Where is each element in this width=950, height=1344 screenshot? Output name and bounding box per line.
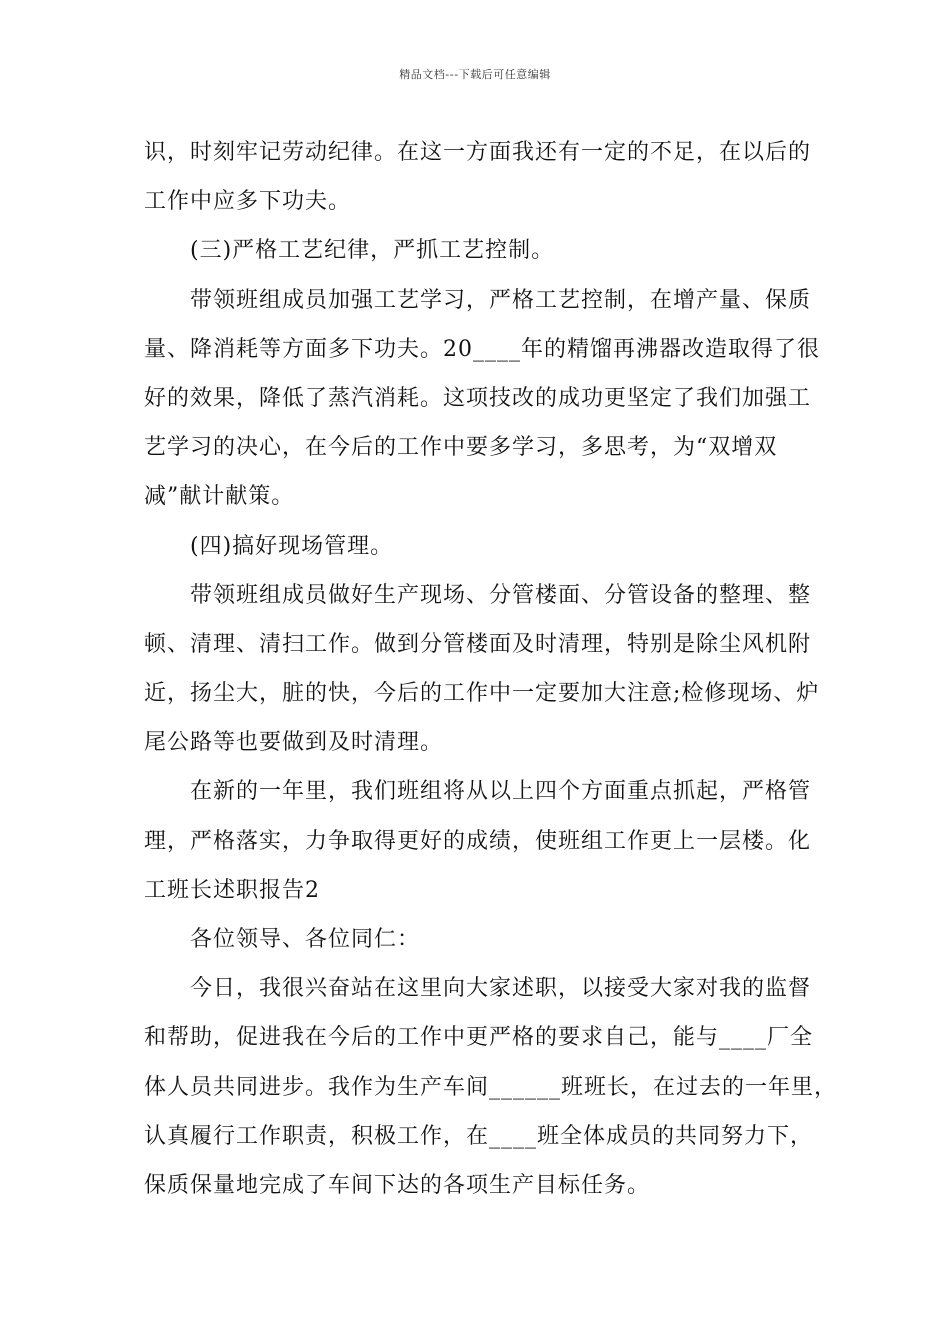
body-line: 今日，我很兴奋站在这里向大家述职，以接受大家对我的监督 (190, 976, 812, 1002)
body-line: 量、降消耗等方面多下功夫。20____年的精馏再沸器改造取得了很 (144, 336, 820, 362)
document-body (144, 128, 838, 1210)
body-line: 体人员共同进步。我作为生产车间______班班长，在过去的一年里， (144, 1074, 838, 1100)
body-line: 识，时刻牢记劳动纪律。在这一方面我还有一定的不足，在以后的 (144, 140, 812, 165)
body-line: 带领班组成员做好生产现场、分管楼面、分管设备的整理、整 (190, 582, 812, 608)
page-header: 精品文档---下载后可任意编辑 (399, 68, 551, 81)
body-line: 近，扬尘大，脏的快，今后的工作中一定要加大注意;检修现场、炉 (144, 681, 820, 707)
salutation: 各位领导、各位同仁： (190, 927, 421, 952)
body-line: 工班长述职报告2 (144, 877, 320, 903)
body-line: 减”献计献策。 (144, 484, 295, 510)
body-line: 在新的一年里，我们班组将从以上四个方面重点抓起，严格管 (190, 779, 812, 805)
body-line: 工作中应多下功夫。 (144, 189, 352, 215)
body-line: 好的效果，降低了蒸汽消耗。这项技改的成功更坚定了我们加强工 (144, 385, 812, 411)
body-line: 带领班组成员加强工艺学习，严格工艺控制，在增产量、保质 (190, 287, 812, 313)
body-line: 尾公路等也要做到及时清理。 (144, 730, 444, 756)
body-line: 顿、清理、清扫工作。做到分管楼面及时清理，特别是除尘风机附 (144, 631, 812, 657)
body-line: 保质保量地完成了车间下达的各项生产目标任务。 (144, 1172, 651, 1198)
body-line: 艺学习的决心，在今后的工作中要多学习，多思考，为“双增双 (144, 435, 778, 461)
body-line: 认真履行工作职责，积极工作，在____班全体成员的共同努力下， (144, 1123, 814, 1149)
section-heading: (四)搞好现场管理。 (190, 533, 394, 559)
section-heading: (三)严格工艺纪律，严抓工艺控制。 (190, 238, 555, 264)
body-line: 和帮助，促进我在今后的工作中更严格的要求自己，能与____厂全 (144, 1025, 814, 1051)
body-line: 理，严格落实，力争取得更好的成绩，使班组工作更上一层楼。化 (144, 828, 812, 854)
